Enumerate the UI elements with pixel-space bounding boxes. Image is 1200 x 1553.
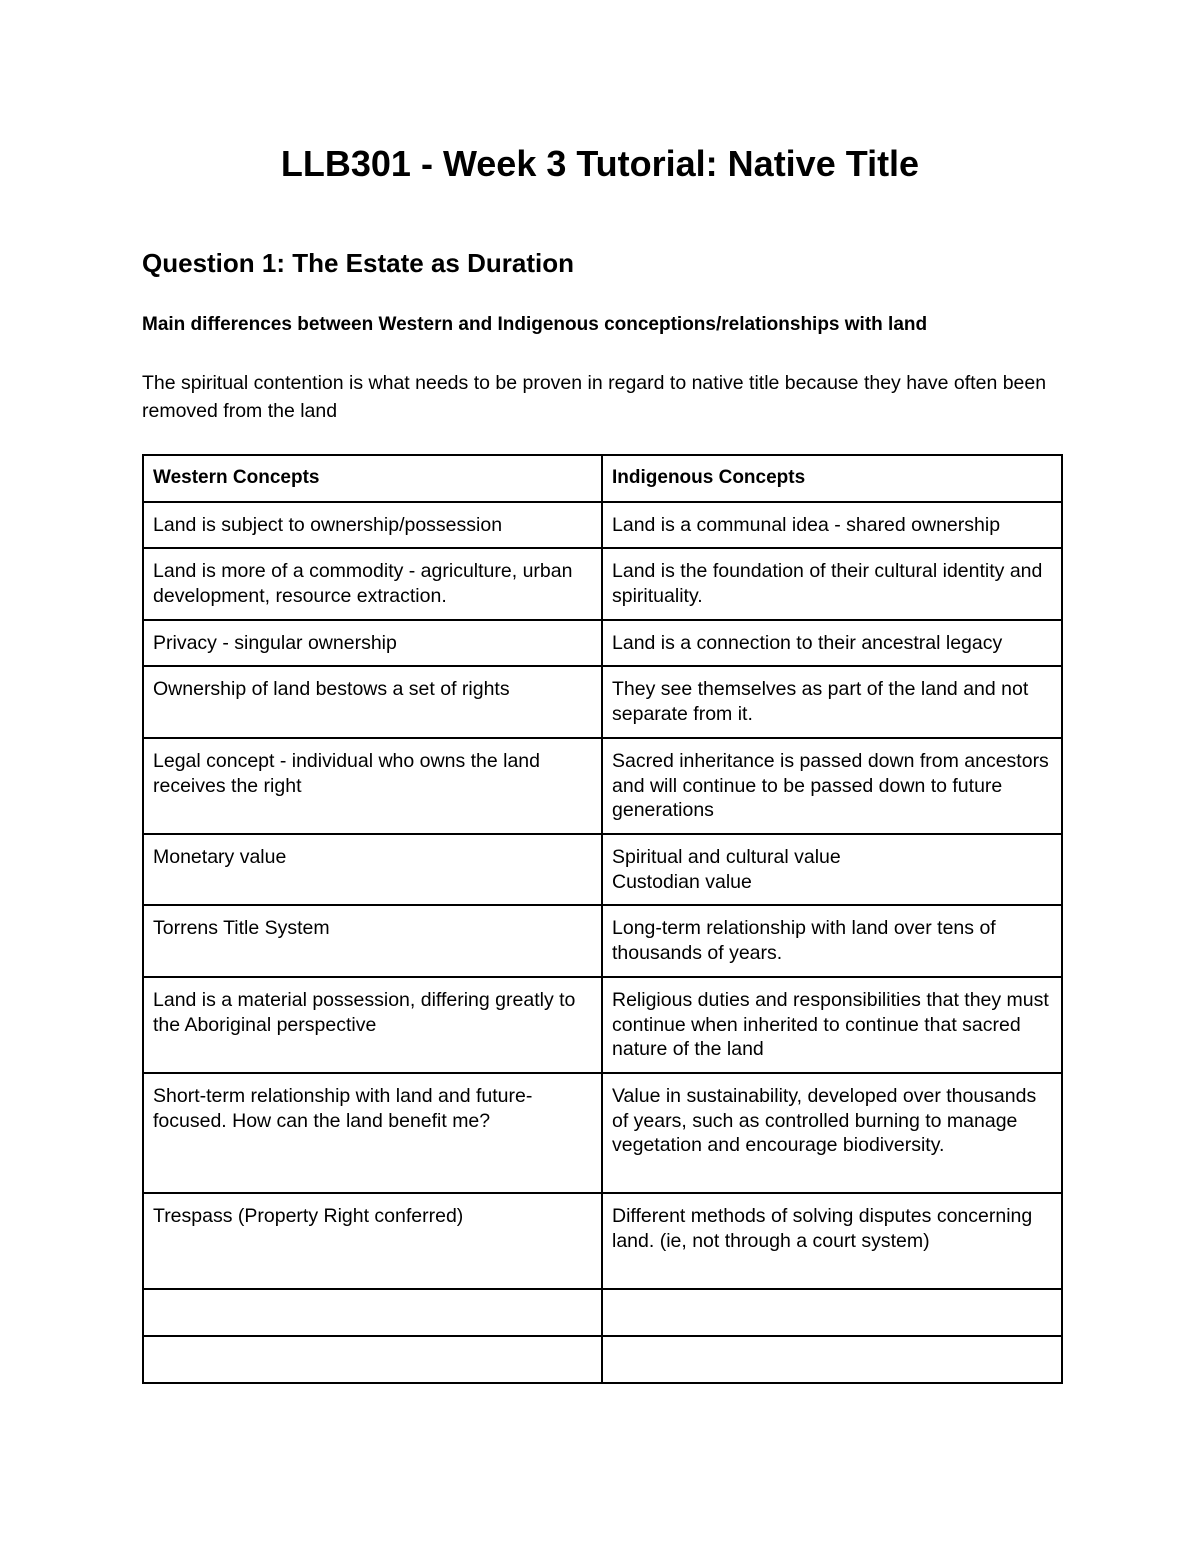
body-paragraph: The spiritual contention is what needs to be proven in regard to native title because they have often been removed from the land xyxy=(142,372,1047,422)
table-row xyxy=(143,502,1062,548)
table-row xyxy=(143,1073,1062,1193)
table-row xyxy=(143,620,1062,666)
indigenous-cell: They see themselves as part of the land and not separate from it. xyxy=(602,666,1062,738)
section-subheading: Main differences between Western and Indigenous conceptions/relationships with land xyxy=(142,314,928,335)
western-cell xyxy=(143,1336,602,1383)
western-cell: Ownership of land bestows a set of rights xyxy=(143,666,602,738)
table-row xyxy=(143,977,1062,1073)
indigenous-cell: Spiritual and cultural value Custodian value xyxy=(602,834,1062,905)
western-cell: Legal concept - individual who owns the land receives the right xyxy=(143,738,602,834)
table-header-row xyxy=(143,455,1062,502)
western-cell: Land is a material possession, differing greatly to the Aboriginal perspective xyxy=(143,977,602,1073)
indigenous-cell xyxy=(602,1336,1062,1383)
indigenous-cell: Land is a connection to their ancestral legacy xyxy=(602,620,1062,666)
table-row xyxy=(143,738,1062,834)
concepts-table xyxy=(142,454,1063,1384)
western-cell: Torrens Title System xyxy=(143,905,602,977)
document-title: LLB301 - Week 3 Tutorial: Native Title xyxy=(280,143,920,184)
table-row xyxy=(143,1193,1062,1289)
indigenous-cell xyxy=(602,1289,1062,1336)
western-cell: Land is more of a commodity - agriculture, urban development, resource extraction. xyxy=(143,548,602,620)
western-cell xyxy=(143,1289,602,1336)
indigenous-cell: Different methods of solving disputes concerning land. (ie, not through a court system) xyxy=(602,1193,1062,1289)
western-cell: Monetary value xyxy=(143,834,602,905)
question-heading: Question 1: The Estate as Duration xyxy=(142,248,574,278)
table-row xyxy=(143,905,1062,977)
western-cell: Short-term relationship with land and future-focused. How can the land benefit me? xyxy=(143,1073,602,1193)
table-row xyxy=(143,548,1062,620)
table-row xyxy=(143,1289,1062,1336)
indigenous-cell: Long-term relationship with land over tens of thousands of years. xyxy=(602,905,1062,977)
indigenous-cell: Value in sustainability, developed over thousands of years, such as controlled burning to manage vegetation and encourage biodiversity. xyxy=(602,1073,1062,1193)
table-row xyxy=(143,666,1062,738)
western-cell: Land is subject to ownership/possession xyxy=(143,502,602,548)
indigenous-cell: Land is the foundation of their cultural identity and spirituality. xyxy=(602,548,1062,620)
table-row xyxy=(143,1336,1062,1383)
western-cell: Trespass (Property Right conferred) xyxy=(143,1193,602,1289)
header-western: Western Concepts xyxy=(143,455,602,502)
indigenous-cell: Religious duties and responsibilities that they must continue when inherited to continue that sacred nature of the land xyxy=(602,977,1062,1073)
table-row xyxy=(143,834,1062,905)
indigenous-cell: Sacred inheritance is passed down from ancestors and will continue to be passed down to future generations xyxy=(602,738,1062,834)
indigenous-cell: Land is a communal idea - shared ownership xyxy=(602,502,1062,548)
western-cell: Privacy - singular ownership xyxy=(143,620,602,666)
header-indigenous: Indigenous Concepts xyxy=(602,455,1062,502)
